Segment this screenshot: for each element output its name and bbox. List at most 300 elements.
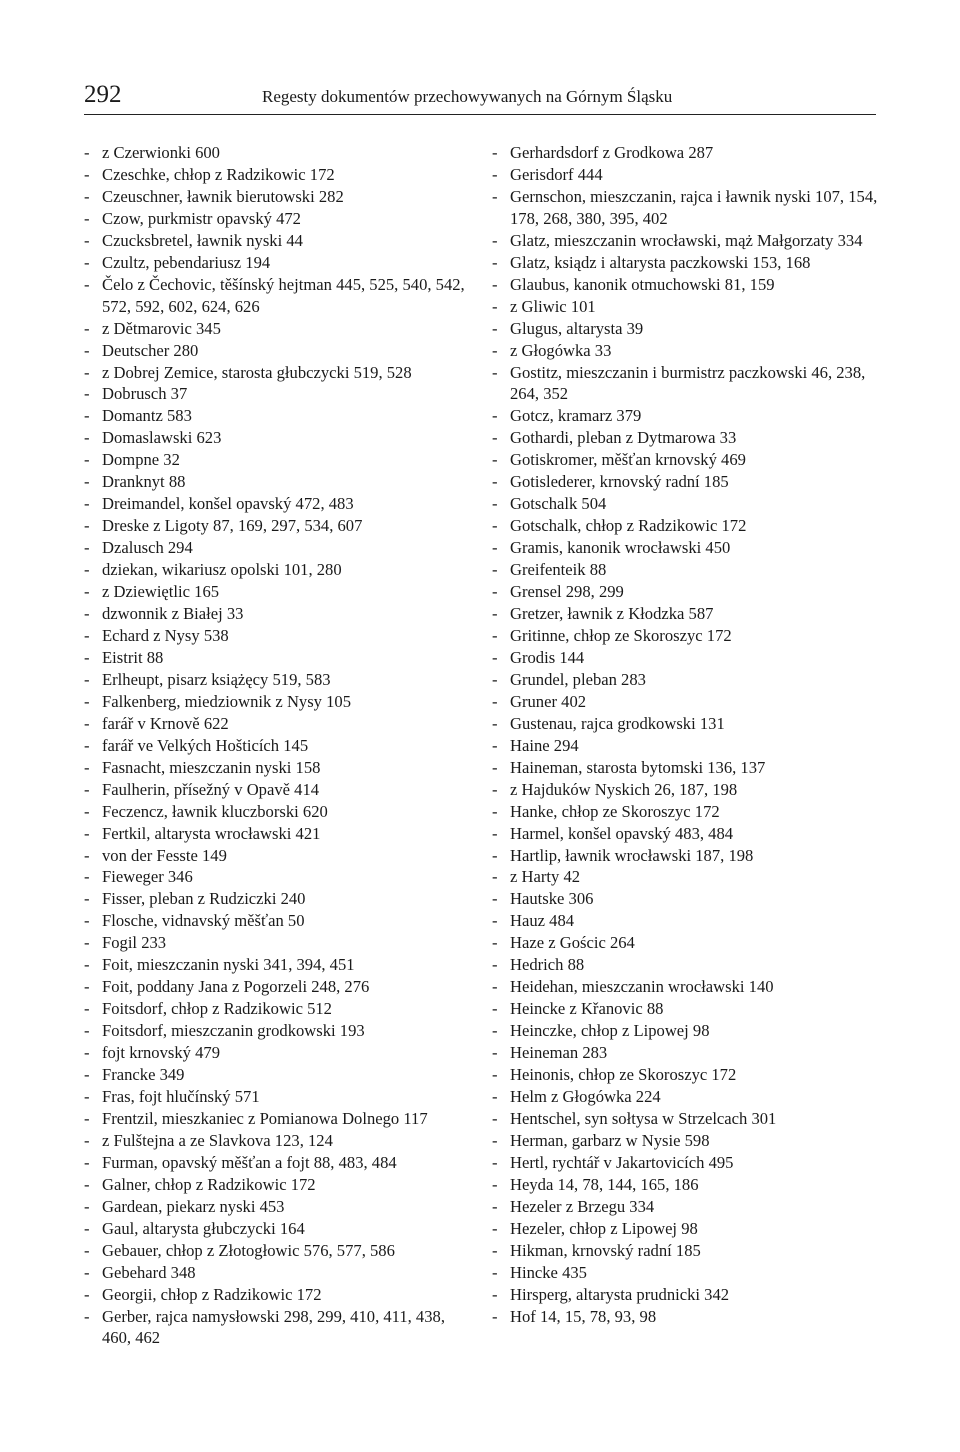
entry-text: z Fulštejna a ze Slavkova 123, 124	[102, 1130, 333, 1150]
index-entry	[84, 998, 474, 1020]
entry-text: fojt krnovský 479	[102, 1043, 220, 1063]
index-entry	[492, 1174, 882, 1196]
entry-dash: -	[492, 582, 498, 602]
entry-text: Hertl, rychtář v Jakartovicích 495	[510, 1152, 734, 1172]
entry-text: z Dobrej Zemice, starosta głubczycki 519, 528	[102, 362, 412, 382]
index-entry	[84, 515, 474, 537]
entry-text: z Harty 42	[510, 867, 581, 887]
entry-text: Fertkil, altarysta wrocławski 421	[102, 823, 321, 843]
entry-text: Grundel, pleban 283	[510, 669, 646, 689]
entry-dash: -	[84, 889, 90, 909]
index-entry	[492, 405, 882, 427]
entry-dash: -	[492, 494, 498, 514]
index-entry	[492, 318, 882, 340]
index-entry	[492, 669, 882, 691]
entry-text: Gotiskromer, měšťan krnovský 469	[510, 450, 746, 470]
entry-dash: -	[492, 296, 498, 316]
entry-dash: -	[492, 999, 498, 1019]
entry-dash: -	[84, 801, 90, 821]
index-entry	[84, 383, 474, 405]
index-entry	[84, 735, 474, 757]
index-entry	[492, 779, 882, 801]
entry-dash: -	[84, 274, 90, 294]
entry-dash: -	[492, 1065, 498, 1085]
entry-text: Gebehard 348	[102, 1262, 196, 1282]
entry-text: dziekan, wikariusz opolski 101, 280	[102, 560, 342, 580]
index-entry	[84, 823, 474, 845]
index-entry	[492, 823, 882, 845]
index-column-right	[492, 142, 882, 1327]
entry-dash: -	[492, 406, 498, 426]
entry-text: Dobrusch 37	[102, 384, 188, 404]
index-entry	[492, 888, 882, 910]
index-entry	[492, 274, 882, 296]
index-entry	[84, 976, 474, 998]
index-entry	[84, 954, 474, 976]
index-entry	[492, 1196, 882, 1218]
index-entry	[84, 691, 474, 713]
index-entry	[84, 559, 474, 581]
entry-dash: -	[84, 494, 90, 514]
index-entry	[84, 1086, 474, 1108]
entry-dash: -	[492, 845, 498, 865]
entry-text: Gaul, altarysta głubczycki 164	[102, 1218, 305, 1238]
entry-dash: -	[492, 428, 498, 448]
entry-dash: -	[492, 1174, 498, 1194]
entry-dash: -	[84, 1043, 90, 1063]
entry-text: Hincke 435	[510, 1262, 587, 1282]
index-entry	[492, 1306, 882, 1328]
index-entry	[84, 581, 474, 603]
entry-dash: -	[84, 1174, 90, 1194]
entry-text: Gramis, kanonik wrocławski 450	[510, 538, 731, 558]
index-entry	[84, 471, 474, 493]
entry-text: Czucksbretel, ławnik nyski 44	[102, 230, 303, 250]
index-entry	[492, 1284, 882, 1306]
index-entry	[492, 252, 882, 274]
entry-text: Hikman, krnovský radní 185	[510, 1240, 701, 1260]
entry-dash: -	[84, 143, 90, 162]
index-entry	[492, 998, 882, 1020]
entry-dash: -	[492, 647, 498, 667]
entry-dash: -	[492, 362, 498, 382]
index-entry	[84, 1240, 474, 1262]
entry-text: Grensel 298, 299	[510, 582, 624, 602]
entry-dash: -	[84, 1218, 90, 1238]
entry-text: Galner, chłop z Radzikowic 172	[102, 1174, 316, 1194]
index-entry	[492, 362, 882, 406]
entry-dash: -	[84, 933, 90, 953]
index-entry	[84, 427, 474, 449]
entry-text: Hanke, chłop ze Skoroszyc 172	[510, 801, 720, 821]
index-entry	[492, 1240, 882, 1262]
entry-text: Hentschel, syn sołtysa w Strzelcach 301	[510, 1108, 777, 1128]
entry-dash: -	[492, 472, 498, 492]
entry-text: Gerber, rajca namysłowski 298, 299, 410, 411, 438, 460, 462	[102, 1306, 445, 1348]
index-entry	[492, 932, 882, 954]
entry-dash: -	[84, 1306, 90, 1326]
entry-dash: -	[492, 1284, 498, 1304]
entry-text: Erlheupt, pisarz książęcy 519, 583	[102, 669, 331, 689]
entry-dash: -	[84, 186, 90, 206]
index-entry	[492, 976, 882, 998]
entry-dash: -	[84, 1262, 90, 1282]
entry-text: Falkenberg, miedziownik z Nysy 105	[102, 691, 352, 711]
entry-dash: -	[84, 1021, 90, 1041]
entry-dash: -	[84, 1108, 90, 1128]
entry-text: Glugus, altarysta 39	[510, 318, 644, 338]
entry-text: Gotcz, kramarz 379	[510, 406, 642, 426]
index-entry	[492, 340, 882, 362]
entry-dash: -	[84, 252, 90, 272]
index-entry	[84, 274, 474, 318]
entry-text: Dreske z Ligoty 87, 169, 297, 534, 607	[102, 516, 363, 536]
entry-text: Eistrit 88	[102, 647, 164, 667]
index-entry	[492, 713, 882, 735]
entry-dash: -	[84, 1086, 90, 1106]
entry-dash: -	[492, 1218, 498, 1238]
entry-dash: -	[492, 977, 498, 997]
entry-dash: -	[492, 691, 498, 711]
entry-text: Heidehan, mieszczanin wrocławski 140	[510, 977, 774, 997]
entry-text: Deutscher 280	[102, 340, 199, 360]
entry-text: Gebauer, chłop z Złotogłowic 576, 577, 586	[102, 1240, 395, 1260]
index-entry	[84, 647, 474, 669]
entry-text: Foitsdorf, chłop z Radzikowic 512	[102, 999, 332, 1019]
index-entry	[492, 142, 882, 164]
entry-text: Fieweger 346	[102, 867, 193, 887]
index-entry	[84, 230, 474, 252]
index-entry	[84, 866, 474, 888]
entry-text: z Hajduków Nyskich 26, 187, 198	[510, 779, 738, 799]
entry-text: Hezeler, chłop z Lipowej 98	[510, 1218, 698, 1238]
entry-text: Gustenau, rajca grodkowski 131	[510, 713, 725, 733]
entry-dash: -	[84, 428, 90, 448]
entry-text: Glatz, mieszczanin wrocławski, mąż Małgorzaty 334	[510, 230, 863, 250]
entry-text: Foit, poddany Jana z Pogorzeli 248, 276	[102, 977, 370, 997]
entry-dash: -	[492, 1240, 498, 1260]
index-entry	[84, 1218, 474, 1240]
index-entry	[84, 208, 474, 230]
index-entry	[84, 713, 474, 735]
entry-dash: -	[84, 538, 90, 558]
entry-dash: -	[84, 735, 90, 755]
entry-text: Gotislederer, krnovský radní 185	[510, 472, 729, 492]
index-entry	[84, 669, 474, 691]
index-entry	[492, 1064, 882, 1086]
index-entry	[84, 318, 474, 340]
entry-dash: -	[492, 450, 498, 470]
index-entry	[84, 252, 474, 274]
entry-dash: -	[84, 164, 90, 184]
entry-text: Domantz 583	[102, 406, 192, 426]
entry-text: Haineman, starosta bytomski 136, 137	[510, 757, 766, 777]
index-entry	[492, 801, 882, 823]
entry-text: Gerhardsdorf z Grodkowa 287	[510, 143, 714, 162]
index-entry	[84, 142, 474, 164]
index-entry	[84, 932, 474, 954]
entry-dash: -	[84, 1152, 90, 1172]
index-entry	[492, 493, 882, 515]
index-entry	[492, 471, 882, 493]
index-entry	[84, 537, 474, 559]
index-entry	[492, 230, 882, 252]
entry-dash: -	[492, 735, 498, 755]
entry-dash: -	[84, 318, 90, 338]
entry-dash: -	[492, 230, 498, 250]
entry-dash: -	[492, 955, 498, 975]
index-entry	[492, 954, 882, 976]
index-entry	[84, 164, 474, 186]
entry-text: Feczencz, ławnik kluczborski 620	[102, 801, 328, 821]
entry-text: Heineman 283	[510, 1043, 608, 1063]
entry-text: Dreimandel, konšel opavský 472, 483	[102, 494, 354, 514]
index-entry	[492, 625, 882, 647]
index-entry	[84, 1130, 474, 1152]
entry-dash: -	[492, 1306, 498, 1326]
entry-dash: -	[492, 779, 498, 799]
entry-dash: -	[492, 669, 498, 689]
entry-dash: -	[84, 560, 90, 580]
entry-dash: -	[492, 713, 498, 733]
page-number: 292	[84, 81, 122, 108]
entry-dash: -	[492, 889, 498, 909]
entry-dash: -	[492, 911, 498, 931]
index-entry	[492, 559, 882, 581]
entry-text: Harmel, konšel opavský 483, 484	[510, 823, 734, 843]
entry-text: Gotschalk 504	[510, 494, 607, 514]
index-entry	[492, 1020, 882, 1042]
entry-dash: -	[84, 604, 90, 624]
index-entry	[84, 910, 474, 932]
entry-dash: -	[492, 801, 498, 821]
entry-text: Fisser, pleban z Rudziczki 240	[102, 889, 306, 909]
entry-dash: -	[492, 560, 498, 580]
index-entry	[492, 1218, 882, 1240]
index-entry	[84, 625, 474, 647]
entry-text: Haine 294	[510, 735, 579, 755]
entry-text: Helm z Głogówka 224	[510, 1086, 661, 1106]
entry-text: Grodis 144	[510, 647, 585, 667]
entry-text: z Dziewiętlic 165	[102, 582, 220, 602]
entry-text: Gothardi, pleban z Dytmarowa 33	[510, 428, 737, 448]
entry-text: Dompne 32	[102, 450, 180, 470]
entry-text: Greifenteik 88	[510, 560, 607, 580]
entry-text: Gritinne, chłop ze Skoroszyc 172	[510, 625, 732, 645]
entry-dash: -	[492, 757, 498, 777]
index-entry	[492, 449, 882, 471]
index-entry	[84, 1306, 474, 1350]
entry-text: Dranknyt 88	[102, 472, 186, 492]
entry-text: Gernschon, mieszczanin, rajca i ławnik nyski 107, 154, 178, 268, 380, 395, 402	[510, 186, 878, 228]
entry-text: Dzalusch 294	[102, 538, 193, 558]
entry-text: dzwonnik z Białej 33	[102, 604, 244, 624]
entry-text: Herman, garbarz w Nysie 598	[510, 1130, 710, 1150]
entry-text: Gostitz, mieszczanin i burmistrz paczkowski 46, 238, 264, 352	[510, 362, 866, 404]
index-entry	[84, 1042, 474, 1064]
entry-text: Gretzer, ławnik z Kłodzka 587	[510, 604, 714, 624]
entry-text: z Głogówka 33	[510, 340, 612, 360]
entry-text: Czeschke, chłop z Radzikowic 172	[102, 164, 335, 184]
entry-dash: -	[492, 186, 498, 206]
entry-text: Czultz, pebendariusz 194	[102, 252, 271, 272]
entry-dash: -	[84, 625, 90, 645]
entry-text: Faulherin, přísežný v Opavě 414	[102, 779, 320, 799]
index-entry	[84, 779, 474, 801]
entry-text: Hirsperg, altarysta prudnicki 342	[510, 1284, 730, 1304]
entry-dash: -	[84, 647, 90, 667]
index-entry	[492, 296, 882, 318]
entry-dash: -	[84, 472, 90, 492]
entry-dash: -	[492, 1152, 498, 1172]
index-entry	[492, 537, 882, 559]
entry-dash: -	[84, 845, 90, 865]
entry-text: farář v Krnově 622	[102, 713, 229, 733]
index-entry	[84, 1064, 474, 1086]
index-entry	[84, 757, 474, 779]
entry-text: Glatz, ksiądz i altarysta paczkowski 153, 168	[510, 252, 811, 272]
index-entry	[492, 910, 882, 932]
entry-dash: -	[84, 340, 90, 360]
entry-dash: -	[492, 823, 498, 843]
entry-dash: -	[492, 340, 498, 360]
entry-text: Czeuschner, ławnik bierutowski 282	[102, 186, 344, 206]
entry-dash: -	[84, 362, 90, 382]
entry-dash: -	[492, 1108, 498, 1128]
entry-dash: -	[492, 604, 498, 624]
entry-text: Fras, fojt hlučínský 571	[102, 1086, 260, 1106]
index-entry	[84, 1284, 474, 1306]
entry-dash: -	[84, 867, 90, 887]
index-entry	[492, 1152, 882, 1174]
entry-text: z Czerwionki 600	[102, 143, 220, 162]
entry-dash: -	[492, 625, 498, 645]
entry-dash: -	[492, 867, 498, 887]
entry-text: Glaubus, kanonik otmuchowski 81, 159	[510, 274, 775, 294]
index-entry	[492, 581, 882, 603]
index-entry	[492, 603, 882, 625]
entry-text: farář ve Velkých Hošticích 145	[102, 735, 309, 755]
index-entry	[492, 691, 882, 713]
index-entry	[492, 515, 882, 537]
index-entry	[84, 845, 474, 867]
entry-dash: -	[84, 911, 90, 931]
index-entry	[84, 362, 474, 384]
entry-text: Haze z Gościc 264	[510, 933, 635, 953]
entry-dash: -	[84, 713, 90, 733]
entry-dash: -	[84, 1065, 90, 1085]
index-entry	[492, 866, 882, 888]
entry-text: Foit, mieszczanin nyski 341, 394, 451	[102, 955, 355, 975]
index-entry	[84, 186, 474, 208]
entry-text: Hezeler z Brzegu 334	[510, 1196, 655, 1216]
entry-dash: -	[492, 1086, 498, 1106]
entry-dash: -	[84, 1130, 90, 1150]
entry-dash: -	[492, 143, 498, 162]
entry-dash: -	[84, 691, 90, 711]
entry-text: Domaslawski 623	[102, 428, 222, 448]
entry-dash: -	[84, 977, 90, 997]
index-entry	[84, 340, 474, 362]
entry-text: Heyda 14, 78, 144, 165, 186	[510, 1174, 699, 1194]
entry-dash: -	[84, 516, 90, 536]
index-entry	[84, 449, 474, 471]
index-entry	[84, 888, 474, 910]
entry-dash: -	[492, 1262, 498, 1282]
entry-dash: -	[84, 582, 90, 602]
index-entry	[84, 1196, 474, 1218]
entry-dash: -	[84, 1284, 90, 1304]
entry-text: Fogil 233	[102, 933, 167, 953]
index-entry	[492, 1042, 882, 1064]
page-header	[84, 80, 876, 115]
entry-text: Flosche, vidnavský měšťan 50	[102, 911, 305, 931]
entry-dash: -	[84, 208, 90, 228]
index-entry	[492, 1262, 882, 1284]
entry-dash: -	[84, 406, 90, 426]
entry-text: Gerisdorf 444	[510, 164, 603, 184]
entry-text: Čelo z Čechovic, těšínský hejtman 445, 525, 540, 542, 572, 592, 602, 624, 626	[102, 274, 465, 316]
index-entry	[84, 1020, 474, 1042]
entry-dash: -	[492, 252, 498, 272]
index-entry	[492, 427, 882, 449]
entry-text: Hof 14, 15, 78, 93, 98	[510, 1306, 657, 1326]
entry-dash: -	[84, 450, 90, 470]
entry-text: Frentzil, mieszkaniec z Pomianowa Dolnego 117	[102, 1108, 428, 1128]
entry-text: Georgii, chłop z Radzikowic 172	[102, 1284, 322, 1304]
running-title: Regesty dokumentów przechowywanych na Górnym Śląsku	[262, 87, 673, 106]
entry-text: von der Fesste 149	[102, 845, 227, 865]
entry-dash: -	[84, 230, 90, 250]
entry-text: Heinczke, chłop z Lipowej 98	[510, 1021, 710, 1041]
entry-text: Hauz 484	[510, 911, 575, 931]
entry-text: Francke 349	[102, 1065, 185, 1085]
index-entry	[492, 1108, 882, 1130]
entry-dash: -	[492, 1021, 498, 1041]
entry-dash: -	[492, 164, 498, 184]
index-entry	[492, 164, 882, 186]
entry-text: Heincke z Křanovic 88	[510, 999, 664, 1019]
entry-text: Hartlip, ławnik wrocławski 187, 198	[510, 845, 754, 865]
entry-text: Foitsdorf, mieszczanin grodkowski 193	[102, 1021, 365, 1041]
index-entry	[84, 405, 474, 427]
entry-dash: -	[492, 538, 498, 558]
entry-text: Czow, purkmistr opavský 472	[102, 208, 301, 228]
entry-text: Hautske 306	[510, 889, 594, 909]
entry-dash: -	[492, 516, 498, 536]
index-entry	[492, 757, 882, 779]
entry-text: Gardean, piekarz nyski 453	[102, 1196, 285, 1216]
entry-text: z Dětmarovic 345	[102, 318, 221, 338]
entry-dash: -	[84, 955, 90, 975]
entry-dash: -	[492, 318, 498, 338]
index-entry	[492, 647, 882, 669]
entry-dash: -	[84, 384, 90, 404]
entry-dash: -	[84, 757, 90, 777]
index-column-left	[84, 142, 474, 1349]
entry-dash: -	[84, 999, 90, 1019]
entry-text: Gruner 402	[510, 691, 587, 711]
index-entry	[492, 735, 882, 757]
entry-dash: -	[84, 779, 90, 799]
entry-dash: -	[492, 1196, 498, 1216]
entry-dash: -	[492, 1130, 498, 1150]
entry-dash: -	[84, 1240, 90, 1260]
index-entry	[492, 186, 882, 230]
entry-text: Hedrich 88	[510, 955, 585, 975]
index-entry	[492, 1130, 882, 1152]
entry-text: Furman, opavský měšťan a fojt 88, 483, 484	[102, 1152, 397, 1172]
